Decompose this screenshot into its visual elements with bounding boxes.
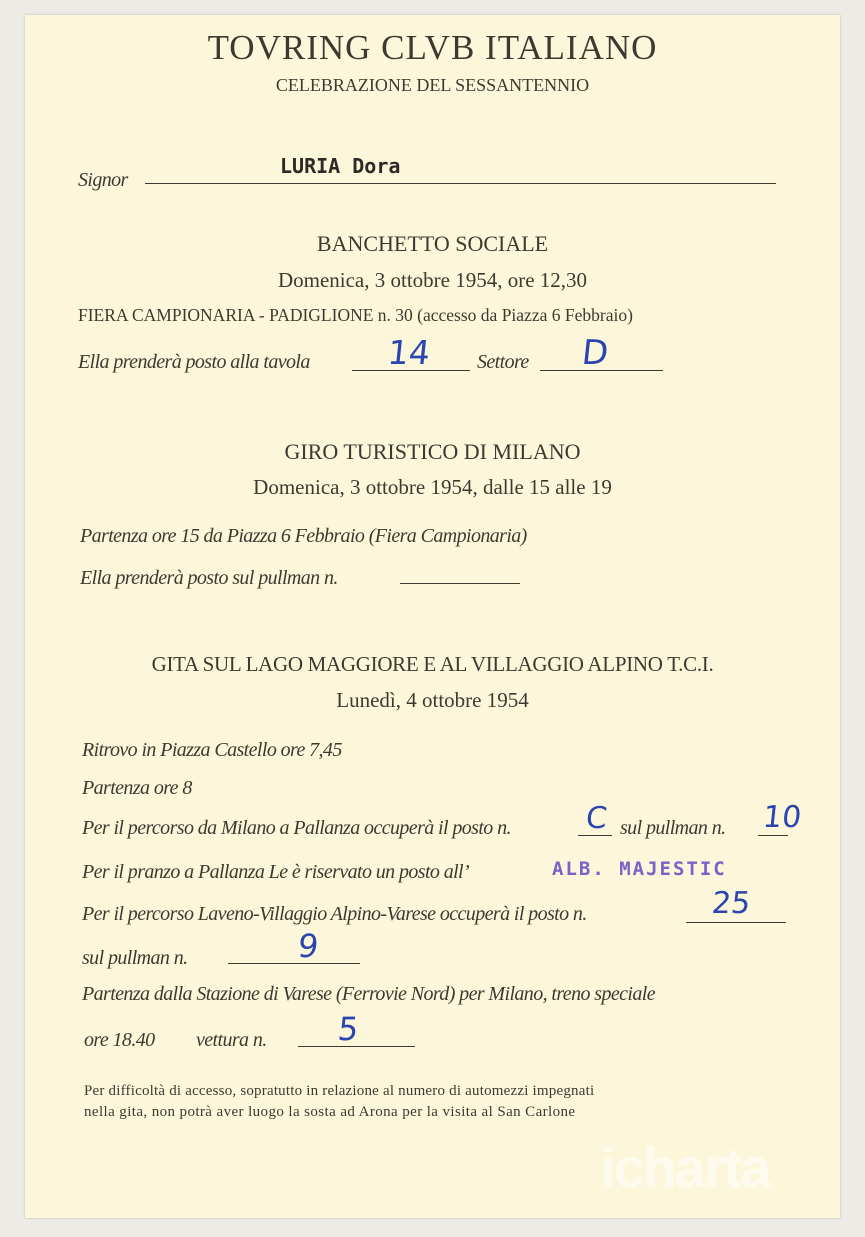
route2-bus-line xyxy=(228,963,360,964)
hotel-stamp: ALB. MAJESTIC xyxy=(552,858,727,880)
table-label: Ella prenderà posto alla tavola xyxy=(78,351,310,373)
car-value: 5 xyxy=(336,1010,361,1048)
trip-meeting: Ritrovo in Piazza Castello ore 7,45 xyxy=(82,739,342,761)
route2-seat-line xyxy=(686,922,786,923)
car-label: vettura n. xyxy=(196,1029,267,1051)
trip-date: Lunedì, 4 ottobre 1954 xyxy=(336,688,529,712)
note-line-1: Per difficoltà di accesso, sopratutto in relazione al numero di automezzi impegnati xyxy=(84,1083,595,1099)
signor-label: Signor xyxy=(78,169,128,191)
name-line xyxy=(145,183,776,184)
car-line xyxy=(298,1046,415,1047)
route1-bus-label: sul pullman n. xyxy=(620,817,726,839)
route2-seat: 25 xyxy=(710,886,753,921)
tour-departure: Partenza ore 15 da Piazza 6 Febbraio (Fiera Campionaria) xyxy=(80,525,527,547)
route2-bus: 9 xyxy=(296,927,321,965)
train-label: Partenza dalla Stazione di Varese (Ferrovie Nord) per Milano, treno speciale xyxy=(82,983,656,1005)
watermark: icharta xyxy=(600,1136,770,1199)
recipient-name: LURIA Dora xyxy=(280,154,401,178)
route2-bus-label: sul pullman n. xyxy=(82,947,188,969)
banquet-place: FIERA CAMPIONARIA - PADIGLIONE n. 30 (accesso da Piazza 6 Febbraio) xyxy=(78,305,633,325)
org-title: TOVRING CLVB ITALIANO xyxy=(207,28,658,67)
lunch-label: Per il pranzo a Pallanza Le è riservato un posto all’ xyxy=(82,861,470,883)
tour-bus-line xyxy=(400,583,520,584)
train-time: ore 18.40 xyxy=(84,1029,155,1051)
sector-label: Settore xyxy=(477,351,529,373)
route1-bus: 10 xyxy=(761,800,804,835)
tour-date: Domenica, 3 ottobre 1954, dalle 15 alle 19 xyxy=(253,475,612,499)
tour-title: GIRO TURISTICO DI MILANO xyxy=(284,439,581,464)
trip-departure: Partenza ore 8 xyxy=(82,777,192,799)
banquet-title: BANCHETTO SOCIALE xyxy=(316,231,549,256)
route1-label: Per il percorso da Milano a Pallanza occuperà il posto n. xyxy=(82,817,511,839)
table-value: 14 xyxy=(385,333,433,372)
trip-title: GITA SUL LAGO MAGGIORE E AL VILLAGGIO ALPINO T.C.I. xyxy=(151,652,714,676)
sector-value: D xyxy=(579,333,611,373)
subtitle: CELEBRAZIONE DEL SESSANTENNIO xyxy=(275,75,590,95)
banquet-date: Domenica, 3 ottobre 1954, ore 12,30 xyxy=(277,268,588,292)
tour-bus-label: Ella prenderà posto sul pullman n. xyxy=(80,567,338,589)
note-line-2: nella gita, non potrà aver luogo la sosta ad Arona per la visita al San Carlone xyxy=(84,1104,576,1120)
route2-label: Per il percorso Laveno-Villaggio Alpino-Varese occuperà il posto n. xyxy=(82,903,587,925)
route1-bus-line xyxy=(758,835,788,836)
route1-seat: C xyxy=(584,801,609,836)
